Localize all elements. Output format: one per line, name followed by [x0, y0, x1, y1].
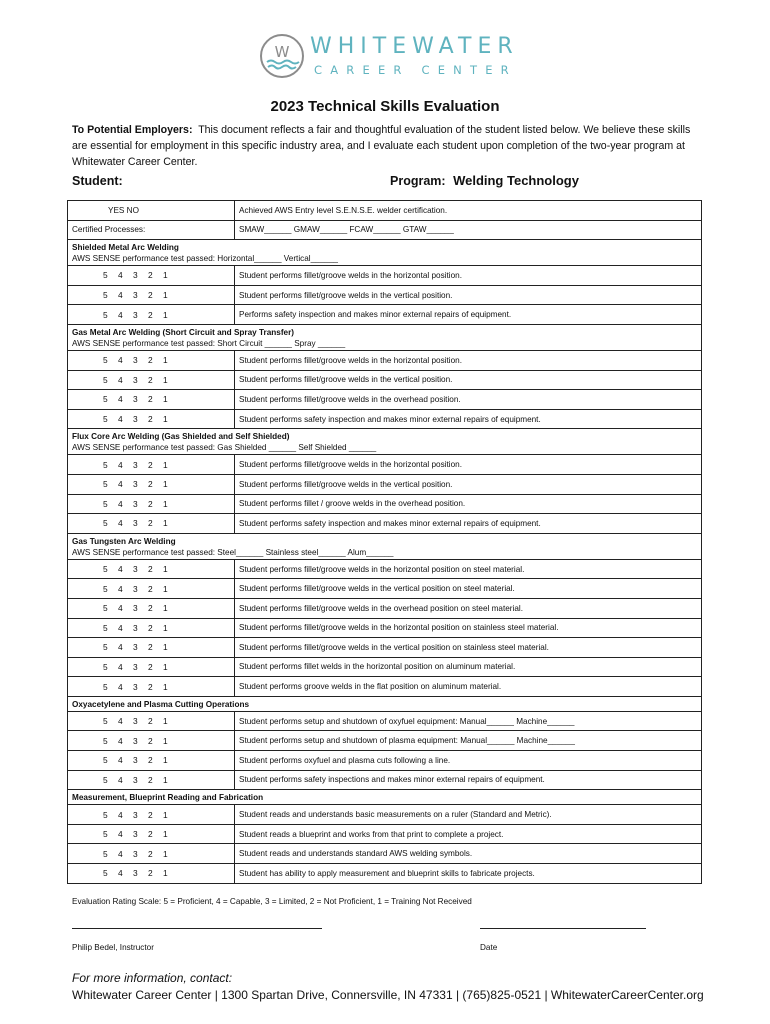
intro-text: This document reflects a fair and thoughtful evaluation of the student listed below. We believe these skills are essential for employment in this specific industry area, and I evaluate each student upon completion of the two-year program at Whitewater Career Center.: [72, 124, 691, 168]
rating-options[interactable]: 5 4 3 2 1: [68, 844, 235, 864]
rating-options[interactable]: 5 4 3 2 1: [68, 474, 235, 494]
rating-row: [68, 711, 702, 731]
section-header-cell: [68, 533, 702, 559]
rating-row: [68, 864, 702, 884]
rating-options[interactable]: 5 4 3 2 1: [68, 409, 235, 429]
rating-options[interactable]: 5 4 3 2 1: [68, 770, 235, 790]
section-title: Measurement, Blueprint Reading and Fabrication: [72, 793, 264, 803]
program-value: Welding Technology: [453, 173, 579, 188]
rating-row: [68, 844, 702, 864]
contact-address: Whitewater Career Center | 1300 Spartan Drive, Connersville, IN 47331 | (765)825-0521 | WhitewaterCareerCenter.org: [72, 988, 704, 1002]
skill-description: Student performs fillet/groove welds in the horizontal position.: [235, 455, 702, 475]
rating-row: [68, 824, 702, 844]
rating-options[interactable]: 5 4 3 2 1: [68, 731, 235, 751]
info-row: [68, 220, 702, 240]
svg-text:W: W: [274, 43, 290, 61]
skill-description: Student performs fillet/groove welds in the horizontal position on stainless steel material.: [235, 618, 702, 638]
rating-options[interactable]: 5 4 3 2 1: [68, 638, 235, 658]
student-label: Student:: [72, 174, 123, 188]
rating-row: [68, 409, 702, 429]
rating-row: [68, 305, 702, 325]
rating-options[interactable]: 5 4 3 2 1: [68, 618, 235, 638]
row-value: SMAW______ GMAW______ FCAW______ GTAW______: [235, 220, 702, 240]
evaluation-table: [67, 200, 702, 884]
rating-scale: Evaluation Rating Scale: 5 = Proficient, 4 = Capable, 3 = Limited, 2 = Not Proficient, 1 = Training Not Received: [72, 897, 472, 906]
skill-description: Student performs fillet/groove welds in the vertical position.: [235, 285, 702, 305]
date-label: Date: [480, 943, 498, 952]
section-title: Shielded Metal Arc Welding: [72, 243, 179, 253]
skill-description: Student performs fillet/groove welds in the horizontal position on steel material.: [235, 559, 702, 579]
section-header-row: [68, 429, 702, 455]
rating-row: [68, 618, 702, 638]
rating-options[interactable]: 5 4 3 2 1: [68, 824, 235, 844]
skill-description: Student performs fillet/groove welds in the overhead position.: [235, 390, 702, 410]
rating-row: [68, 657, 702, 677]
rating-row: [68, 390, 702, 410]
row-label[interactable]: YES NO: [68, 201, 235, 221]
section-header-row: [68, 696, 702, 711]
rating-options[interactable]: 5 4 3 2 1: [68, 285, 235, 305]
skill-description: Student performs fillet/groove welds in the horizontal position.: [235, 266, 702, 286]
rating-row: [68, 638, 702, 658]
skill-description: Student performs safety inspection and makes minor external repairs of equipment.: [235, 514, 702, 534]
program-label: Program:: [390, 174, 446, 188]
skill-description: Student performs setup and shutdown of plasma equipment: Manual______ Machine______: [235, 731, 702, 751]
wave-emblem-icon: [258, 32, 306, 80]
date-signature-line[interactable]: [480, 928, 646, 929]
document-title: 2023 Technical Skills Evaluation: [270, 98, 500, 115]
skill-description: Student performs fillet/groove welds in the horizontal position.: [235, 350, 702, 370]
rating-row: [68, 514, 702, 534]
intro-paragraph: [72, 122, 702, 170]
logo-text-line2: CAREER CENTER: [314, 63, 517, 77]
rating-row: [68, 751, 702, 771]
rating-row: [68, 455, 702, 475]
skill-description: Student performs fillet/groove welds in the vertical position.: [235, 474, 702, 494]
rating-row: [68, 474, 702, 494]
row-value: Achieved AWS Entry level S.E.N.S.E. welder certification.: [235, 201, 702, 221]
more-info-label: For more information, contact:: [72, 971, 233, 985]
rating-options[interactable]: 5 4 3 2 1: [68, 864, 235, 884]
rating-options[interactable]: 5 4 3 2 1: [68, 559, 235, 579]
rating-options[interactable]: 5 4 3 2 1: [68, 711, 235, 731]
skill-description: Student performs fillet welds in the horizontal position on aluminum material.: [235, 657, 702, 677]
section-test-passed[interactable]: AWS SENSE performance test passed: Gas Shielded ______ Self Shielded ______: [72, 443, 377, 453]
logo-text-line1: WHITEWATER: [310, 34, 519, 59]
rating-options[interactable]: 5 4 3 2 1: [68, 390, 235, 410]
rating-row: [68, 370, 702, 390]
section-header-row: [68, 533, 702, 559]
rating-options[interactable]: 5 4 3 2 1: [68, 598, 235, 618]
skill-description: Student performs fillet/groove welds in the vertical position on stainless steel material.: [235, 638, 702, 658]
skill-description: Student performs fillet/groove welds in the vertical position.: [235, 370, 702, 390]
rating-options[interactable]: 5 4 3 2 1: [68, 657, 235, 677]
skill-description: Student performs safety inspections and makes minor external repairs of equipment.: [235, 770, 702, 790]
program-field: [390, 173, 579, 188]
skill-description: Student performs oxyfuel and plasma cuts following a line.: [235, 751, 702, 771]
rating-options[interactable]: 5 4 3 2 1: [68, 751, 235, 771]
rating-row: [68, 494, 702, 514]
skill-description: Performs safety inspection and makes minor external repairs of equipment.: [235, 305, 702, 325]
skill-description: Student performs setup and shutdown of oxyfuel equipment: Manual______ Machine______: [235, 711, 702, 731]
section-title: Gas Metal Arc Welding (Short Circuit and Spray Transfer): [72, 327, 295, 337]
skill-description: Student reads and understands standard AWS welding symbols.: [235, 844, 702, 864]
rating-row: [68, 805, 702, 825]
section-header-cell: [68, 324, 702, 350]
section-title: Flux Core Arc Welding (Gas Shielded and Self Shielded): [72, 432, 290, 442]
info-row: [68, 201, 702, 221]
rating-options[interactable]: 5 4 3 2 1: [68, 266, 235, 286]
skill-description: Student has ability to apply measurement and blueprint skills to fabricate projects.: [235, 864, 702, 884]
rating-options[interactable]: 5 4 3 2 1: [68, 350, 235, 370]
skill-description: Student performs fillet/groove welds in the vertical position on steel material.: [235, 579, 702, 599]
rating-row: [68, 559, 702, 579]
section-header-cell: [68, 429, 702, 455]
rating-row: [68, 285, 702, 305]
skill-description: Student performs fillet / groove welds in the overhead position.: [235, 494, 702, 514]
row-label: Certified Processes:: [68, 220, 235, 240]
skill-description: Student reads and understands basic measurements on a ruler (Standard and Metric).: [235, 805, 702, 825]
rating-row: [68, 350, 702, 370]
section-header-cell: [68, 696, 702, 711]
whitewater-logo: [258, 32, 528, 82]
instructor-label: Philip Bedel, Instructor: [72, 943, 154, 952]
section-header-cell: [68, 240, 702, 266]
rating-options[interactable]: 5 4 3 2 1: [68, 494, 235, 514]
section-title: Gas Tungsten Arc Welding: [72, 536, 176, 546]
intro-lead: To Potential Employers:: [72, 124, 193, 136]
rating-options[interactable]: 5 4 3 2 1: [68, 805, 235, 825]
section-header-row: [68, 240, 702, 266]
rating-options[interactable]: 5 4 3 2 1: [68, 455, 235, 475]
section-title: Oxyacetylene and Plasma Cutting Operations: [72, 699, 249, 709]
rating-options[interactable]: 5 4 3 2 1: [68, 677, 235, 697]
section-header-row: [68, 790, 702, 805]
rating-row: [68, 266, 702, 286]
skill-description: Student performs groove welds in the flat position on aluminum material.: [235, 677, 702, 697]
section-header-cell: [68, 790, 702, 805]
section-test-passed[interactable]: AWS SENSE performance test passed: Short Circuit ______ Spray ______: [72, 338, 346, 348]
rating-row: [68, 598, 702, 618]
rating-row: [68, 579, 702, 599]
rating-row: [68, 770, 702, 790]
skill-description: Student performs fillet/groove welds in the overhead position on steel material.: [235, 598, 702, 618]
section-test-passed[interactable]: AWS SENSE performance test passed: Steel______ Stainless steel______ Alum______: [72, 547, 394, 557]
rating-row: [68, 731, 702, 751]
section-test-passed[interactable]: AWS SENSE performance test passed: Horizontal______ Vertical______: [72, 254, 338, 264]
instructor-signature-line[interactable]: [72, 928, 322, 929]
rating-row: [68, 677, 702, 697]
rating-options[interactable]: 5 4 3 2 1: [68, 370, 235, 390]
rating-options[interactable]: 5 4 3 2 1: [68, 579, 235, 599]
rating-options[interactable]: 5 4 3 2 1: [68, 514, 235, 534]
section-header-row: [68, 324, 702, 350]
skill-description: Student reads a blueprint and works from that print to complete a project.: [235, 824, 702, 844]
rating-options[interactable]: 5 4 3 2 1: [68, 305, 235, 325]
skill-description: Student performs safety inspection and makes minor external repairs of equipment.: [235, 409, 702, 429]
